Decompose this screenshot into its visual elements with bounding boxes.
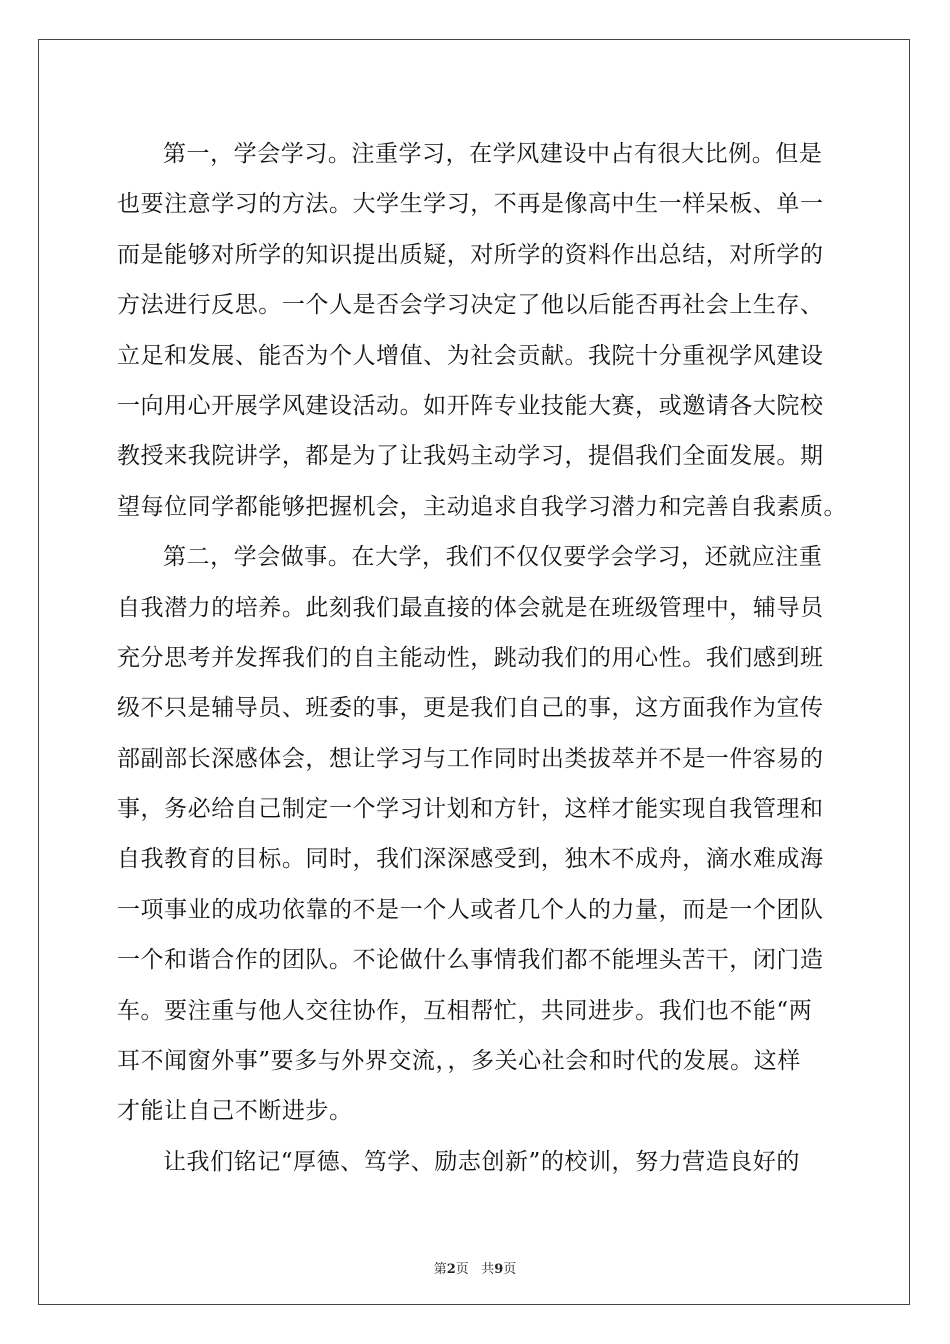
paragraph-1-line-8: 望每位同学都能够把握机会，主动追求自我学习潜力和完善自我素质。 (117, 493, 848, 520)
paragraph-2-line-12: 才能让自己不断进步。 (117, 1098, 353, 1125)
paragraph-2-line-4: 级不只是辅导员、班委的事，更是我们自己的事，这方面我作为宣传 (117, 695, 824, 722)
paragraph-1-line-7: 教授来我院讲学，都是为了让我妈主动学习，提倡我们全面发展。期 (117, 443, 824, 470)
page-footer (0, 1262, 950, 1278)
paragraph-1-line-2: 也要注意学习的方法。大学生学习，不再是像高中生一样呆板、单一 (117, 191, 824, 218)
paragraph-2-line-5: 部副部长深感体会，想让学习与工作同时出类拔萃并不是一件容易的 (117, 745, 824, 772)
paragraph-1-line-6: 一向用心开展学风建设活动。如开阵专业技能大赛，或邀请各大院校 (117, 392, 824, 419)
paragraph-2-line-9: 一个和谐合作的团队。不论做什么事情我们都不能埋头苦干，闭门造 (117, 947, 824, 974)
footer-total-suffix: 页 (503, 1262, 517, 1277)
paragraph-2-line-7: 自我教育的目标。同时，我们深深感受到，独木不成舟，滴水难成海 (117, 846, 824, 873)
paragraph-3-line-1: 让我们铭记“厚德、笃学、励志创新”的校训，努力营造良好的 (163, 1148, 800, 1175)
paragraph-2-line-3: 充分思考并发挥我们的自主能动性，跳动我们的用心性。我们感到班 (117, 644, 824, 671)
paragraph-2-line-11: 耳不闻窗外事”要多与外界交流，，多关心社会和时代的发展。这样 (117, 1048, 801, 1075)
paragraph-1-line-1: 第一，学会学习。注重学习，在学风建设中占有很大比例。但是 (163, 141, 823, 167)
paragraph-2-line-8: 一项事业的成功依靠的不是一个人或者几个人的力量，而是一个团队 (117, 896, 824, 923)
paragraph-1-line-3: 而是能够对所学的知识提出质疑，对所学的资料作出总结，对所学的 (117, 241, 824, 268)
paragraph-1-line-4: 方法进行反思。一个人是否会学习决定了他以后能否再社会上生存、 (117, 292, 824, 319)
paragraph-2-line-6: 事，务必给自己制定一个学习计划和方针，这样才能实现自我管理和 (117, 796, 824, 823)
footer-page-number: 2 (446, 1262, 456, 1277)
footer-page-suffix: 页 (455, 1262, 469, 1277)
footer-page-prefix: 第 (433, 1262, 447, 1277)
paragraph-2-line-2: 自我潜力的培养。此刻我们最直接的体会就是在班级管理中，辅导员 (117, 594, 824, 621)
paragraph-1-line-5: 立足和发展、能否为个人增值、为社会贡献。我院十分重视学风建设 (117, 342, 824, 369)
paragraph-2-line-10: 车。要注重与他人交往协作，互相帮忙，共同进步。我们也不能“两 (117, 997, 813, 1024)
document-body (117, 129, 848, 1187)
paragraph-2-line-1: 第二，学会做事。在大学，我们不仅仅要学会学习，还就应注重 (163, 544, 823, 571)
footer-total-prefix: 共 (481, 1262, 495, 1277)
footer-total-pages: 9 (494, 1262, 504, 1277)
